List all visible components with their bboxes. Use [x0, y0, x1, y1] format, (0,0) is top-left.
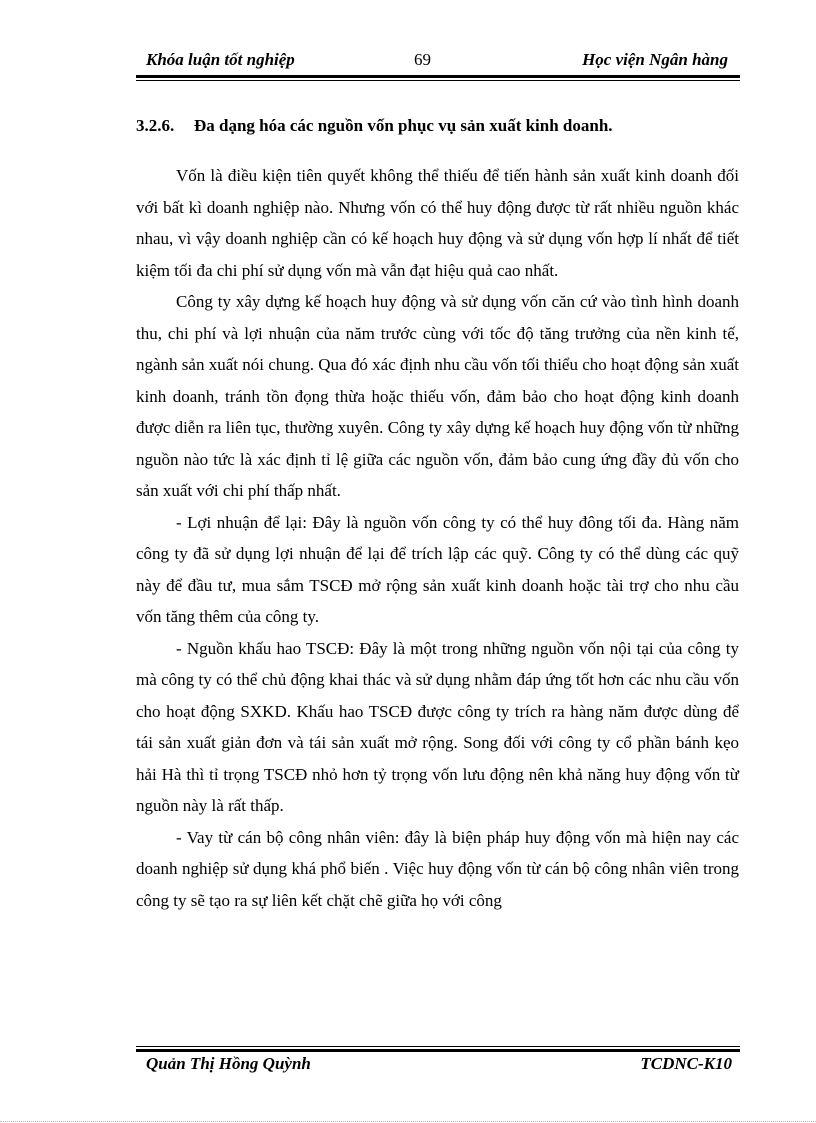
header-institution: Học viện Ngân hàng	[582, 50, 728, 69]
header-thesis-label: Khóa luận tốt nghiệp	[146, 50, 295, 69]
page-header	[136, 46, 740, 74]
paragraph: Vốn là điều kiện tiên quyết không thể thiếu để tiến hành sản xuất kinh doanh đối với bất kì doanh nghiệp nào. Nhưng vốn có thể huy động được từ rất nhiều nguồn khác nhau, vì vậy doanh nghiệp cần có kế hoạch huy động và sử dụng vốn hợp lí nhất để tiết kiệm tối đa chi phí sử dụng vốn mà vẫn đạt hiệu quả cao nhất.	[136, 166, 739, 280]
section-heading	[136, 116, 613, 136]
paragraph: - Vay từ cán bộ công nhân viên: đây là biện pháp huy động vốn mà hiện nay các doanh nghiệp sử dụng khá phổ biến . Việc huy động vốn từ cán bộ công nhân viên trong công ty sẽ tạo ra sự liên kết chặt chẽ giữa họ với công	[136, 827, 739, 910]
body-text	[136, 160, 739, 916]
header-rule-thick	[136, 75, 740, 78]
footer-class-code: TCDNC-K10	[640, 1054, 732, 1073]
paragraph: Công ty xây dựng kế hoạch huy động và sử dụng vốn căn cứ vào tình hình doanh thu, chi phí và lợi nhuận của năm trước cùng với tốc độ tăng trưởng của nền kinh tế, ngành sản xuất nói chung. Qua đó xác định nhu cầu vốn tối thiểu cho hoạt động sản xuất kinh doanh, tránh tồn đọng thừa hoặc thiếu vốn, đảm bảo cho hoạt động kinh doanh được diễn ra liên tục, thường xuyên. Công ty xây dựng kế hoạch huy động vốn từ những nguồn nào tức là xác định tỉ lệ giữa các nguồn vốn, đảm bảo cung ứng đầy đủ vốn cho sản xuất với chi phí thấp nhất.	[136, 292, 739, 500]
page-edge-divider	[0, 1121, 816, 1122]
page-number: 69	[414, 50, 431, 69]
footer-author: Quản Thị Hồng Quỳnh	[146, 1054, 311, 1073]
section-number: 3.2.6.	[136, 116, 175, 135]
paragraph: - Lợi nhuận để lại: Đây là nguồn vốn công ty có thể huy đông tối đa. Hàng năm công ty đã sử dụng lợi nhuận để lại để trích lập các quỹ. Công ty có thể dùng các quỹ này để đầu tư, mua sắm TSCĐ mở rộng sản xuất kinh doanh hoặc tài trợ cho nhu cầu vốn tăng thêm của công ty.	[136, 512, 739, 626]
section-title: Đa dạng hóa các nguồn vốn phục vụ sản xuất kinh doanh.	[194, 116, 613, 135]
footer-rule-thin	[136, 1046, 740, 1047]
footer-rule-thick	[136, 1049, 740, 1052]
paragraph: - Nguồn khấu hao TSCĐ: Đây là một trong những nguồn vốn nội tại của công ty mà công ty có thể chủ động khai thác và sử dụng nhằm đáp ứng tốt hơn các nhu cầu vốn cho hoạt động SXKD. Khấu hao TSCĐ được công ty trích ra hàng năm được dùng để tái sản xuất giản đơn và tái sản xuất mở rộng. Song đối với công ty cổ phần bánh kẹo hải Hà thì tỉ trọng TSCĐ nhỏ hơn tỷ trọng vốn lưu động nên khả năng huy động vốn từ nguồn này là rất thấp.	[136, 638, 739, 815]
header-rule-thin	[136, 80, 740, 81]
